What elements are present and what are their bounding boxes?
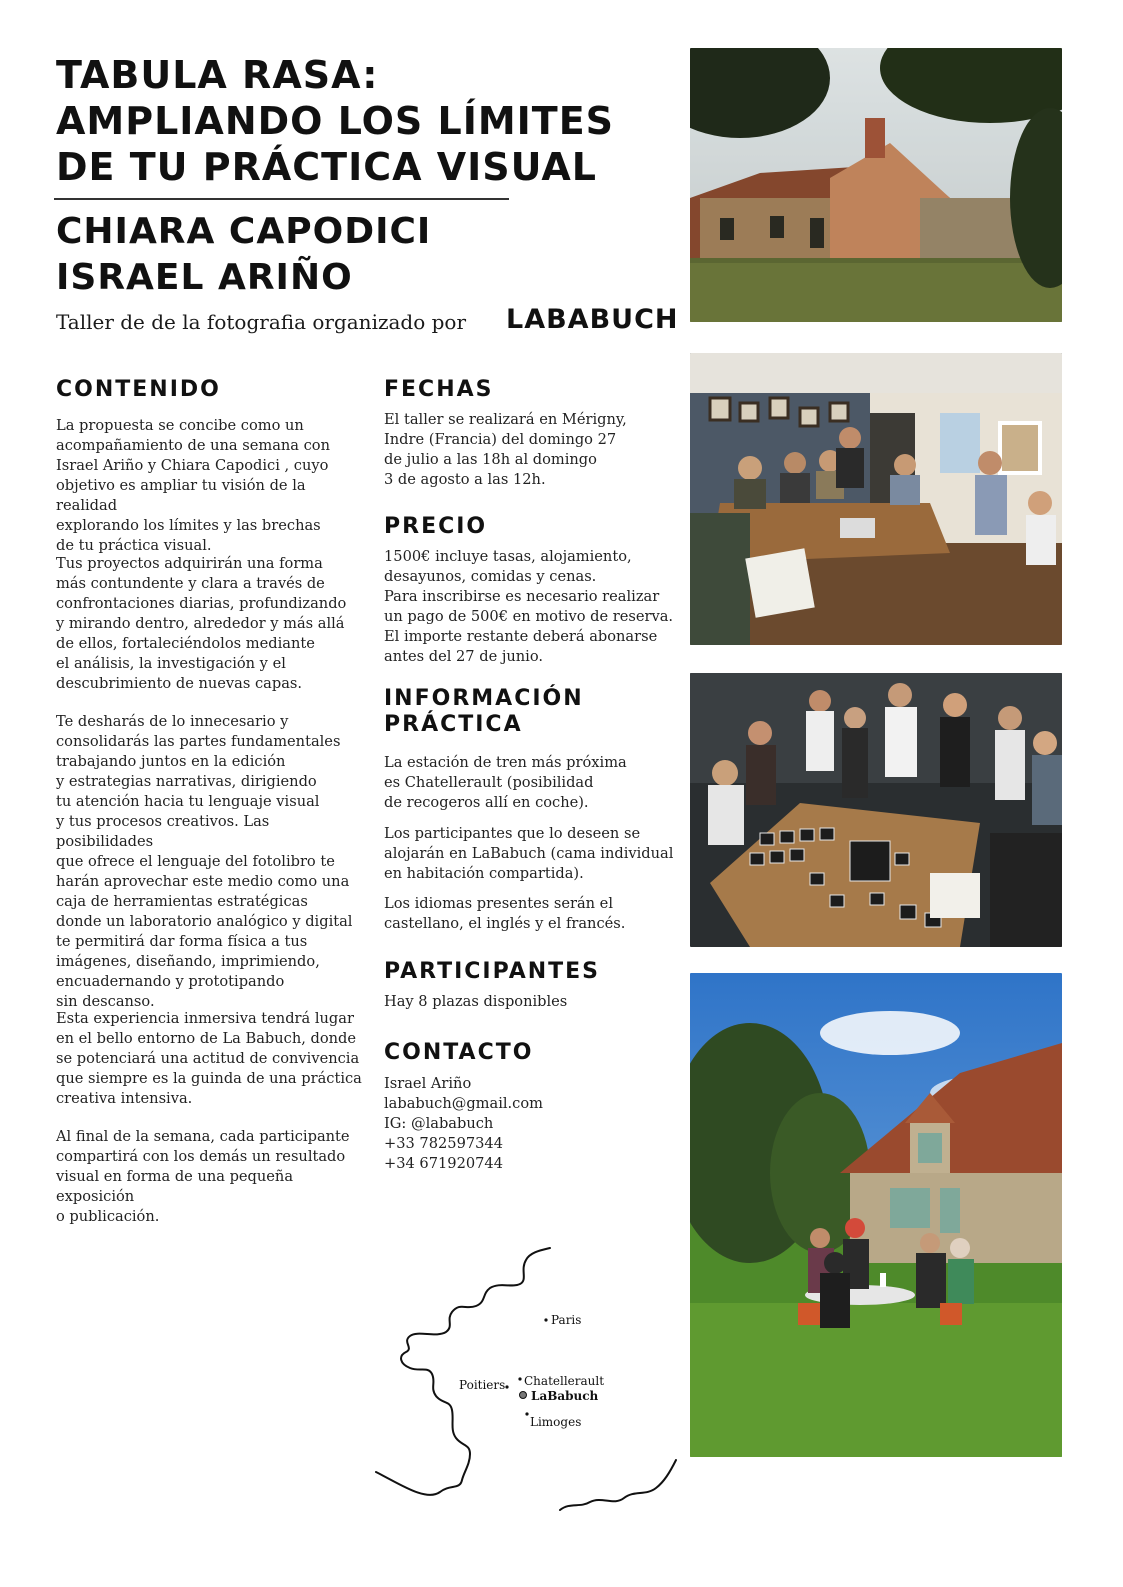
contact-name: Israel Ariño (384, 1075, 472, 1092)
map-label-poitiers: Poitiers (459, 1378, 506, 1392)
contact-email: lababuch@gmail.com (384, 1095, 543, 1112)
precio-heading: PRECIO (384, 514, 488, 539)
contenido-heading: CONTENIDO (56, 377, 221, 402)
contenido-paragraph-4: Esta experiencia inmersiva tendrá lugar en el bello entorno de La Babuch, donde se potenciará una actitud de convivencia que siempre es la guinda de una práctica creativa intensiva. (56, 1010, 362, 1107)
instructor-1: CHIARA CAPODICI (56, 211, 432, 252)
photo-farmhouse-sunset (690, 48, 1062, 322)
precio-text: 1500€ incluye tasas, alojamiento, desayunos, comidas y cenas. Para inscribirse es necesario realizar un pago de 500€ en motivo de reserva. El importe restante deberá abonarse antes del 27 de junio. (384, 548, 674, 665)
organizer-logo: LABABUCH (506, 304, 679, 335)
location-map (370, 1240, 690, 1520)
contact-instagram: IG: @lababuch (384, 1115, 494, 1132)
contenido-paragraph-3: Te desharás de lo innecesario y consolidarás las partes fundamentales trabajando juntos en la edición y estrategias narrativas, dirigiendo tu atención hacia tu lenguaje visual y tus procesos creativos. Las posibilidades que ofrece el lenguaje del fotolibro te harán aprovechar este medio como una caja de herramientas estratégicas donde un laboratorio analógico y digital te permitirá dar forma física a tus imágenes, diseñando, imprimiendo, encuadernando y prototipando sin descanso. (56, 713, 353, 1010)
contact-phone-es: +34 671920744 (384, 1155, 504, 1172)
informacion-heading-2: PRÁCTICA (384, 712, 523, 737)
title-line-3: DE TU PRÁCTICA VISUAL (56, 145, 597, 189)
informacion-paragraph-3: Los idiomas presentes serán el castellano, el inglés y el francés. (384, 895, 626, 932)
fechas-heading: FECHAS (384, 377, 494, 402)
map-label-limoges: Limoges (530, 1415, 582, 1429)
informacion-heading-1: INFORMACIÓN (384, 686, 584, 711)
informacion-paragraph-2: Los participantes que lo deseen se alojarán en LaBabuch (cama individual en habitación compartida). (384, 825, 674, 882)
contenido-paragraph-2: Tus proyectos adquirirán una forma más contundente y clara a través de confrontaciones diarias, profundizando y mirando dentro, alrededor y más allá de ellos, fortaleciéndolos mediante el análisis, la investigación y el descubrimiento de nuevas capas. (56, 555, 347, 692)
photo-garden-gathering-image (690, 973, 1062, 1457)
title-line-2: AMPLIANDO LOS LÍMITES (56, 99, 615, 143)
photo-garden-gathering (690, 973, 1062, 1457)
contacto-block (384, 1074, 684, 1174)
title-line-1: TABULA RASA: (56, 53, 379, 97)
photo-editing-session (690, 673, 1062, 947)
photo-farmhouse-sunset-image (690, 48, 1062, 322)
participantes-text: Hay 8 plazas disponibles (384, 993, 568, 1010)
informacion-paragraph-1: La estación de tren más próxima es Chatellerault (posibilidad de recogeros allí en coche). (384, 754, 627, 811)
contacto-heading: CONTACTO (384, 1040, 534, 1065)
map-label-chatellerault: Chatellerault (524, 1374, 605, 1388)
map-label-lababuch: LaBabuch (531, 1389, 599, 1403)
fechas-text: El taller se realizará en Mérigny, Indre (Francia) del domingo 27 de julio a las 18h al domingo 3 de agosto a las 12h. (384, 411, 627, 488)
contenido-paragraph-1: La propuesta se concibe como un acompañamiento de una semana con Israel Ariño y Chiara Capodici , cuyo objetivo es ampliar tu visión de la realidad explorando los límites y las brechas de tu práctica visual. (56, 417, 330, 554)
photo-workshop-interior-image (690, 353, 1062, 645)
title-divider (54, 198, 509, 200)
contenido-paragraph-5: Al final de la semana, cada participante compartirá con los demás un resultado visual en forma de una pequeña exposición o publicación. (56, 1128, 350, 1225)
participantes-heading: PARTICIPANTES (384, 959, 601, 984)
photo-workshop-interior (690, 353, 1062, 645)
photo-editing-session-image (690, 673, 1062, 947)
map-label-paris: Paris (551, 1313, 582, 1327)
contact-phone-fr: +33 782597344 (384, 1135, 504, 1152)
subtitle: Taller de de la fotografia organizado por (56, 310, 467, 334)
instructor-2: ISRAEL ARIÑO (56, 257, 353, 298)
